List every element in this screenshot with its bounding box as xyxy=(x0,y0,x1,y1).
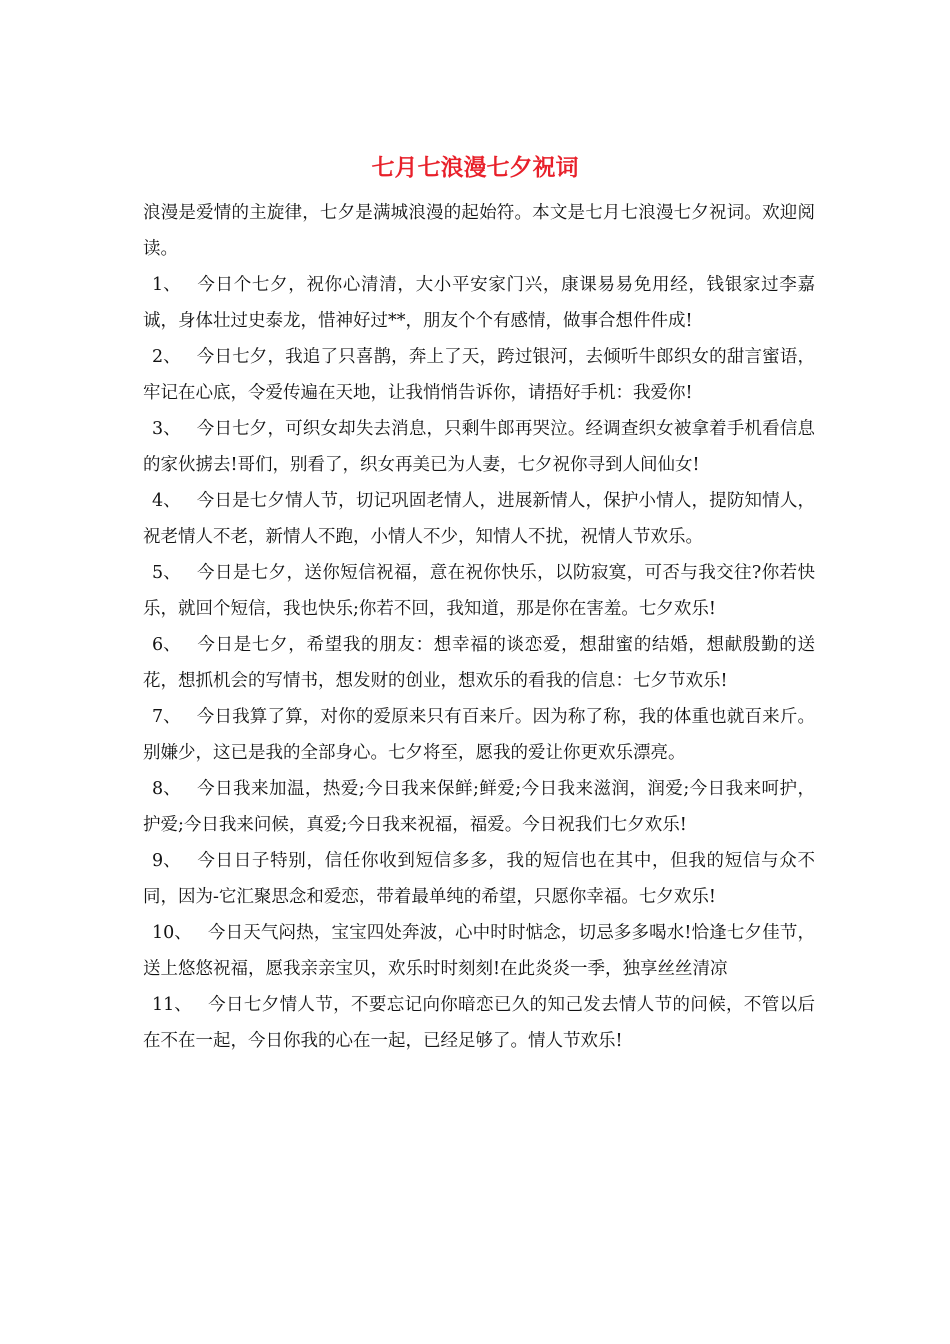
document-title: 七月七浪漫七夕祝词 xyxy=(371,154,579,181)
list-item xyxy=(143,699,815,771)
list-item xyxy=(143,339,815,411)
list-item xyxy=(143,267,815,339)
document-body xyxy=(143,195,815,1059)
list-item xyxy=(143,555,815,627)
item-text: 今日天气闷热，宝宝四处奔波，心中时时惦念，切忌多多喝水!恰逢七夕佳节，送上悠悠祝福，愿我亲亲宝贝，欢乐时时刻刻!在此炎炎一季，独享丝丝清凉 xyxy=(143,923,815,979)
item-number: 8、 xyxy=(152,779,181,799)
list-item xyxy=(143,987,815,1059)
item-text: 今日我来加温，热爱;今日我来保鲜;鲜爱;今日我来滋润，润爱;今日我来呵护，护爱;今日我来问候，真爱;今日我来祝福，福爱。今日祝我们七夕欢乐! xyxy=(143,779,815,835)
list-item xyxy=(143,627,815,699)
item-number: 2、 xyxy=(152,347,181,367)
item-number: 4、 xyxy=(152,491,181,511)
item-text: 今日七夕情人节，不要忘记向你暗恋已久的知己发去情人节的问候，不管以后在不在一起，今日你我的心在一起，已经足够了。情人节欢乐! xyxy=(143,995,815,1051)
list-item xyxy=(143,915,815,987)
item-text: 今日七夕，我追了只喜鹊，奔上了天，跨过银河，去倾听牛郎织女的甜言蜜语，牢记在心底，令爱传遍在天地，让我悄悄告诉你，请捂好手机：我爱你! xyxy=(143,347,815,403)
item-number: 7、 xyxy=(152,707,181,727)
item-text: 今日是七夕情人节，切记巩固老情人，进展新情人，保护小情人，提防知情人，祝老情人不老，新情人不跑，小情人不少，知情人不扰，祝情人节欢乐。 xyxy=(143,491,815,547)
item-text: 今日我算了算，对你的爱原来只有百来斤。因为称了称，我的体重也就百来斤。别嫌少，这已是我的全部身心。七夕将至，愿我的爱让你更欢乐漂亮。 xyxy=(143,707,815,763)
item-text: 今日七夕，可织女却失去消息，只剩牛郎再哭泣。经调查织女被拿着手机看信息的家伙掳去!哥们，别看了，织女再美已为人妻，七夕祝你寻到人间仙女! xyxy=(143,419,815,475)
list-item xyxy=(143,483,815,555)
list-item xyxy=(143,771,815,843)
item-text: 今日是七夕，希望我的朋友：想幸福的谈恋爱，想甜蜜的结婚，想献殷勤的送花，想抓机会的写情书，想发财的创业，想欢乐的看我的信息：七夕节欢乐! xyxy=(143,635,815,691)
list-item xyxy=(143,411,815,483)
item-number: 1、 xyxy=(152,275,181,295)
item-number: 3、 xyxy=(152,419,181,439)
item-text: 今日是七夕，送你短信祝福，意在祝你快乐，以防寂寞，可否与我交往?你若快乐，就回个短信，我也快乐;你若不回，我知道，那是你在害羞。七夕欢乐! xyxy=(143,563,815,619)
item-text: 今日个七夕，祝你心清清，大小平安家门兴，康课易易免用经，钱银家过李嘉诚，身体壮过史泰龙，惜神好过**，朋友个个有感情，做事合想件件成! xyxy=(143,275,815,331)
intro-paragraph: 浪漫是爱情的主旋律，七夕是满城浪漫的起始符。本文是七月七浪漫七夕祝词。欢迎阅读。 xyxy=(143,203,815,259)
item-number: 10、 xyxy=(152,923,192,943)
item-number: 11、 xyxy=(152,995,192,1015)
item-text: 今日日子特别，信任你收到短信多多，我的短信也在其中，但我的短信与众不同，因为-它汇聚思念和爱恋，带着最单纯的希望，只愿你幸福。七夕欢乐! xyxy=(143,851,815,907)
item-number: 5、 xyxy=(152,563,181,583)
item-number: 9、 xyxy=(152,851,181,871)
item-number: 6、 xyxy=(152,635,181,655)
list-item xyxy=(143,843,815,915)
